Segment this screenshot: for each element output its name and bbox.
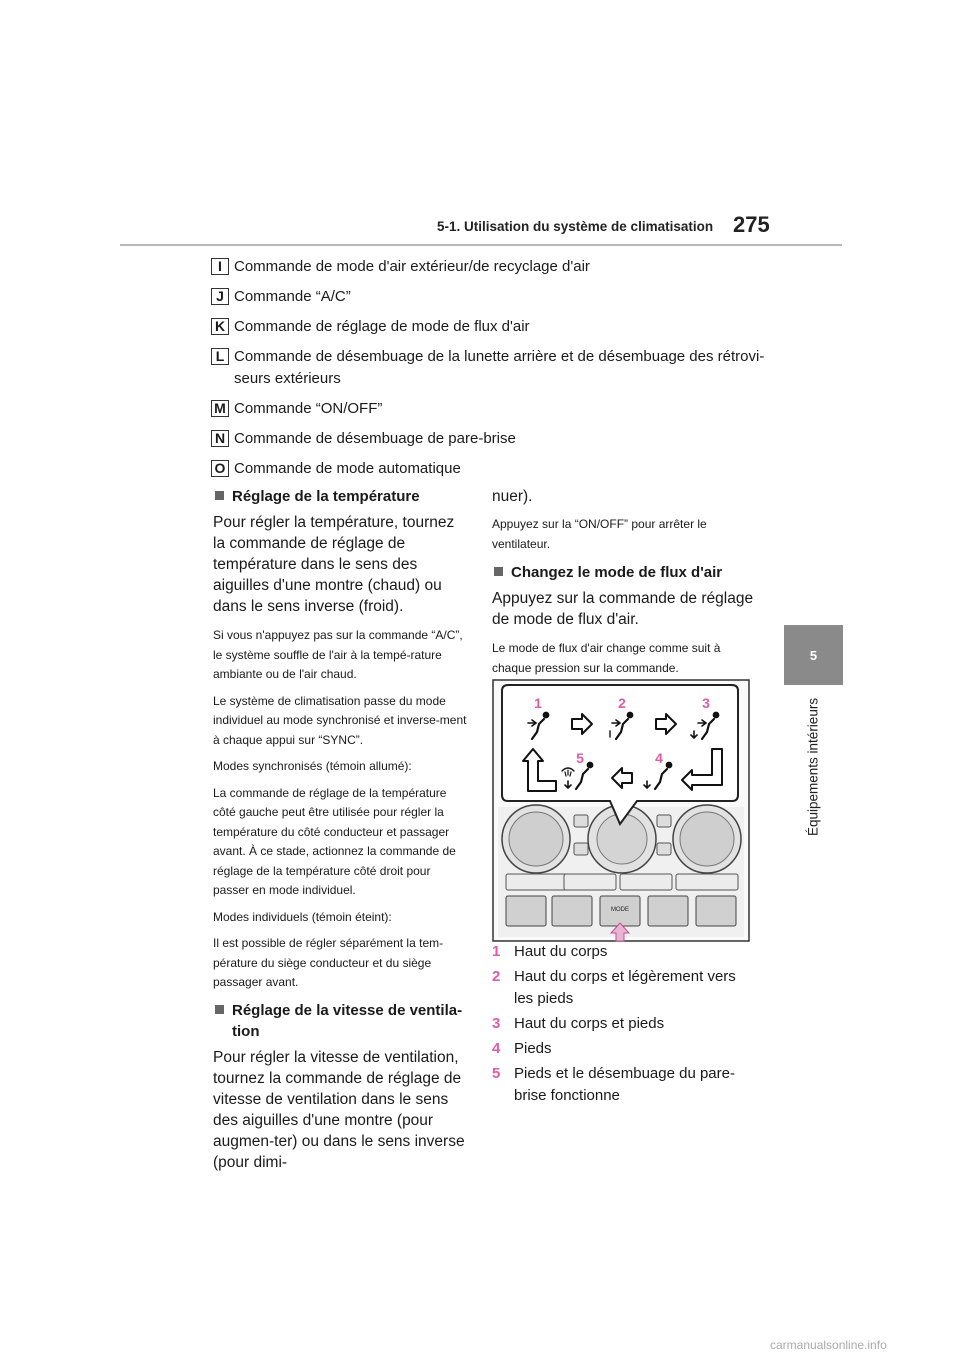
legend-item — [211, 428, 771, 450]
legend-text: Commande de désembuage de la lunette arrière et de désembuage des rétrovi-seurs extérieurs — [234, 348, 765, 387]
mode-number: 2 — [492, 968, 501, 985]
individual-mode-label: Modes individuels (témoin éteint): — [213, 909, 392, 924]
list-item — [492, 966, 754, 1010]
list-item — [492, 1038, 754, 1060]
airflow-heading — [492, 562, 754, 583]
legend-letter: K — [211, 318, 229, 335]
fan-speed-body: Pour régler la vitesse de ventilation, tournez la commande de réglage de vitesse de ventilation dans le sens des aiguilles d'une montre (pour augmen-ter) ou dans le sens inverse (pour dimi- — [213, 1048, 465, 1171]
airflow-note: Le mode de flux d'air change comme suit à chaque pression sur la commande. — [492, 641, 721, 675]
heading-text: Réglage de la vitesse de ventila-tion — [232, 1001, 463, 1040]
mode-label-4: 4 — [655, 750, 663, 766]
mode-number: 1 — [492, 943, 501, 960]
legend-letter: I — [211, 258, 229, 275]
legend-text: Commande de réglage de mode de flux d'air — [234, 318, 530, 335]
legend-letter: M — [211, 400, 229, 417]
left-column — [213, 486, 468, 1182]
mode-label-1: 1 — [534, 695, 542, 711]
individual-mode-body: Il est possible de régler séparément la tem-pérature du siège conducteur et du siège passager avant. — [213, 936, 444, 989]
fan-speed-body-continued: nuer). — [492, 488, 533, 505]
mode-number: 5 — [492, 1065, 501, 1082]
legend-text: Commande “A/C” — [234, 288, 351, 305]
heading-text: Réglage de la température — [232, 488, 420, 505]
legend-item — [211, 256, 771, 278]
square-bullet-icon — [494, 567, 503, 576]
list-item — [492, 1063, 754, 1107]
temperature-note: Si vous n'appuyez pas sur la commande “A/C”, le système souffle de l'air à la tempé-rature ambiante ou de l'air chaud. — [213, 628, 463, 681]
temperature-heading — [213, 486, 468, 507]
legend-letter: O — [211, 460, 229, 477]
mode-description: Pieds — [514, 1040, 552, 1057]
legend-text: Commande de mode automatique — [234, 460, 461, 477]
legend-item — [211, 316, 771, 338]
chapter-label: Équipements intérieurs — [805, 697, 821, 837]
airflow-mode-list — [492, 941, 754, 1110]
mode-description: Pieds et le désembuage du pare-brise fonctionne — [514, 1065, 735, 1104]
right-column — [492, 486, 754, 685]
legend-text: Commande de mode d'air extérieur/de recyclage d'air — [234, 258, 590, 275]
temperature-body: Pour régler la température, tournez la commande de réglage de température dans le sens des aiguilles d'une montre (chaud) ou dans le sens inverse (froid). — [213, 514, 455, 615]
mode-button-label: MODE — [611, 907, 629, 913]
sync-mode-label: Modes synchronisés (témoin allumé): — [213, 759, 412, 773]
fan-speed-heading — [213, 1000, 468, 1042]
legend-letter: J — [211, 288, 229, 305]
legend-item — [211, 458, 771, 480]
legend-text: Commande “ON/OFF” — [234, 400, 383, 417]
legend-letter: N — [211, 430, 229, 447]
watermark: carmanualsonline.info — [770, 1338, 887, 1352]
legend-item — [211, 346, 771, 390]
mode-number: 3 — [492, 1015, 501, 1032]
mode-description: Haut du corps — [514, 943, 608, 960]
list-item — [492, 1013, 754, 1035]
fan-off-note: Appuyez sur la “ON/OFF” pour arrêter le ventilateur. — [492, 517, 707, 551]
legend-text: Commande de désembuage de pare-brise — [234, 430, 516, 447]
section-title: 5-1. Utilisation du système de climatisation — [437, 219, 714, 234]
heading-text: Changez le mode de flux d'air — [511, 564, 723, 581]
sync-note: Le système de climatisation passe du mode individuel au mode synchronisé et inverse-ment à chaque appui sur “SYNC”. — [213, 693, 467, 747]
header-rule — [120, 244, 842, 246]
airflow-body: Appuyez sur la commande de réglage de mode de flux d'air. — [492, 590, 754, 628]
legend-item — [211, 286, 771, 308]
mode-label-3: 3 — [702, 695, 710, 711]
legend-item — [211, 398, 771, 420]
legend-letter: L — [211, 348, 229, 365]
mode-label-5: 5 — [576, 750, 584, 766]
mode-description: Haut du corps et pieds — [514, 1015, 665, 1032]
control-panel-illustration — [498, 805, 744, 941]
airflow-mode-diagram — [492, 679, 750, 942]
mode-number: 4 — [492, 1040, 501, 1057]
control-legend — [211, 256, 771, 488]
list-item — [492, 941, 754, 963]
page-number: 275 — [733, 212, 770, 237]
chapter-tab: 5 — [784, 625, 843, 685]
square-bullet-icon — [215, 1005, 224, 1014]
mode-label-2: 2 — [618, 695, 626, 711]
square-bullet-icon — [215, 491, 224, 500]
mode-description: Haut du corps et légèrement vers les pieds — [514, 968, 736, 1007]
sync-mode-body: La commande de réglage de la température côté gauche peut être utilisée pour régler la température du côté conducteur et passager avant. À ce stade, actionnez la commande de réglage de la température côté droit pour passer en mode individuel. — [213, 785, 456, 897]
